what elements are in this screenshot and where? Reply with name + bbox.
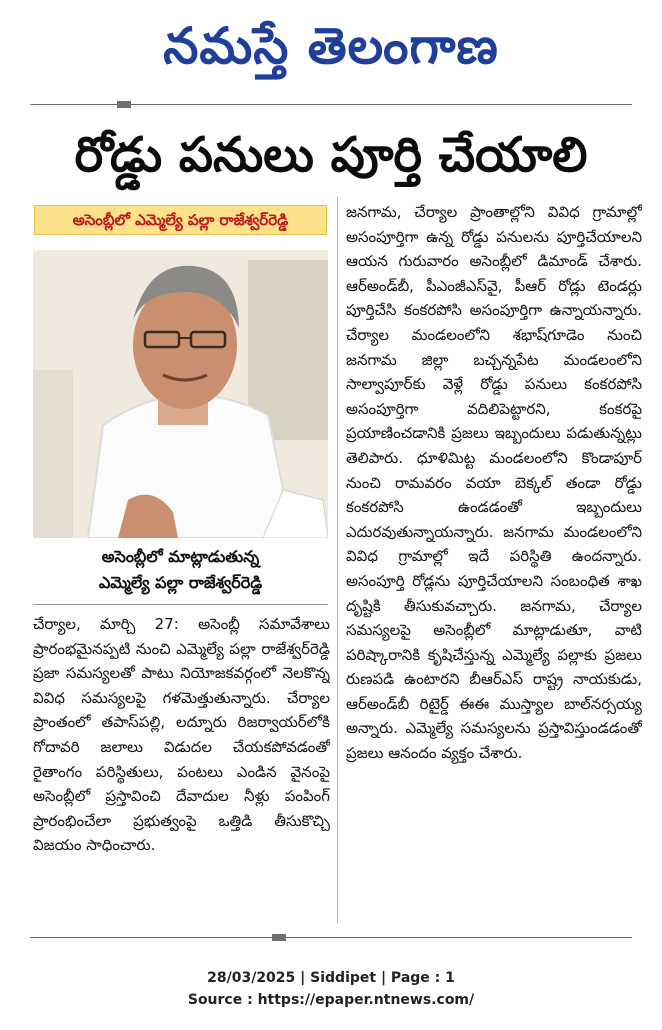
caption-rule (33, 604, 328, 605)
photo-caption (33, 544, 328, 596)
mla-speaking-photo (33, 250, 328, 538)
bottom-rule (30, 937, 632, 938)
top-rule-marker (117, 101, 131, 108)
bottom-rule-marker (272, 934, 286, 941)
footer-date-edition: 28/03/2025 | Siddipet | Page : 1 (207, 970, 455, 986)
caption-line-1: అసెంబ్లీలో మాట్లాడుతున్న (101, 547, 260, 566)
caption-line-2: ఎమ్మెల్యే పల్లా రాజేశ్వర్‌రెడ్డి (98, 573, 263, 592)
article-subhead: అసెంబ్లీలో ఎమ్మెల్యే పల్లా రాజేశ్వర్‌రెడ్డి (34, 205, 327, 235)
article-body-right: జనగామ, చేర్యాల ప్రాంతాల్లోని వివిధ గ్రామాల్లో అసంపూర్తిగా ఉన్న రోడ్డు పనులను పూర్తిచేయాలని ఆయన గురువారం అసెంబ్లీలో డిమాండ్ చేశారు. ఆర్‌అండ్‌బీ, పీఎంజీఎస్‌వై, పీఆర్ రోడ్లు టెండర్లు పూర్తిచేసి కంకరపోసి అసంపూర్తిగా ఉన్నాయన్నారు. చేర్యాల మండలంలోని శభాష్‌గూడెం నుంచి జనగామ జిల్లా బచ్చన్నపేట మండలంలోని సాల్వాపూర్‌కు వెళ్లే రోడ్డు పనులు కంకరపోసి అసంపూర్తిగా వదిలిపెట్టారని, కంకరపై ప్రయాణించడానికి ప్రజలు ఇబ్బందులు పడుతున్నట్లు తెలిపారు. ధూళిమిట్ట మండలంలోని కొండాపూర్ నుంచి రామవరం వయా బెక్కల్ తండా రోడ్డు కంకరపోసి ఉండడంతో ఇబ్బందులు ఎదురవుతున్నాయన్నారు. జనగామ మండలంలోని వివిధ గ్రామాల్లో ఇదే పరిస్థితి ఉందన్నారు. అసంపూర్తి రోడ్లను పూర్తిచేయాలని సంబంధిత శాఖ దృష్టికి తీసుకువచ్చారు. జనగామ, చేర్యాల సమస్యలపై అసెంబ్లీలో మాట్లాడుతూ, వాటి పరిష్కారానికి కృషిచేస్తున్న ఎమ్మెల్యే పల్లాకు ప్రజలు రుణపడి ఉంటారని బీఆర్‌ఎస్ రాష్ట్ర నాయకుడు, ఆర్‌అండ్‌బీ రిటైర్డ్ ఈఈ ముస్త్యాల బాల్‌నర్సయ్య అన్నారు. ఎమ్మెల్యే సమస్యలను ప్రస్తావిస్తుండడంతో ప్రజలు ఆనందం వ్యక్తం చేశారు. (346, 203, 642, 763)
article-headline: రోడ్డు పనులు పూర్తి చేయాలి (74, 127, 588, 183)
masthead-title: నమస్తే తెలంగాణ (163, 16, 499, 75)
article-photo (33, 250, 328, 538)
footer-source: Source : https://epaper.ntnews.com/ (187, 992, 475, 1008)
article-body-left: చేర్యాల, మార్చి 27: అసెంబ్లీ సమావేశాలు ప్రారంభమైనప్పటి నుంచి ఎమ్మెల్యే పల్లా రాజేశ్వర్‌రెడ్డి ప్రజా సమస్యలతో పాటు నియోజకవర్గంలో నెలకొన్న వివిధ సమస్యలపై గళమెత్తుతున్నారు. చేర్యాల ప్రాంతంలో తపాస్‌పల్లి, లద్నూరు రిజర్వాయర్‌లోకి గోదావరి జలాలు విడుదల చేయకపోవడంతో రైతాంగం పరిస్థితులు, పంటలు ఎండిన వైనంపై అసెంబ్లీలో ప్రస్తావించి దేవాదుల నీళ్లు పంపింగ్ ప్రారంభించేలా ప్రభుత్వంపై ఒత్తిడి తీసుకొచ్చి విజయం సాధించారు. (33, 615, 330, 855)
column-divider (337, 196, 338, 924)
